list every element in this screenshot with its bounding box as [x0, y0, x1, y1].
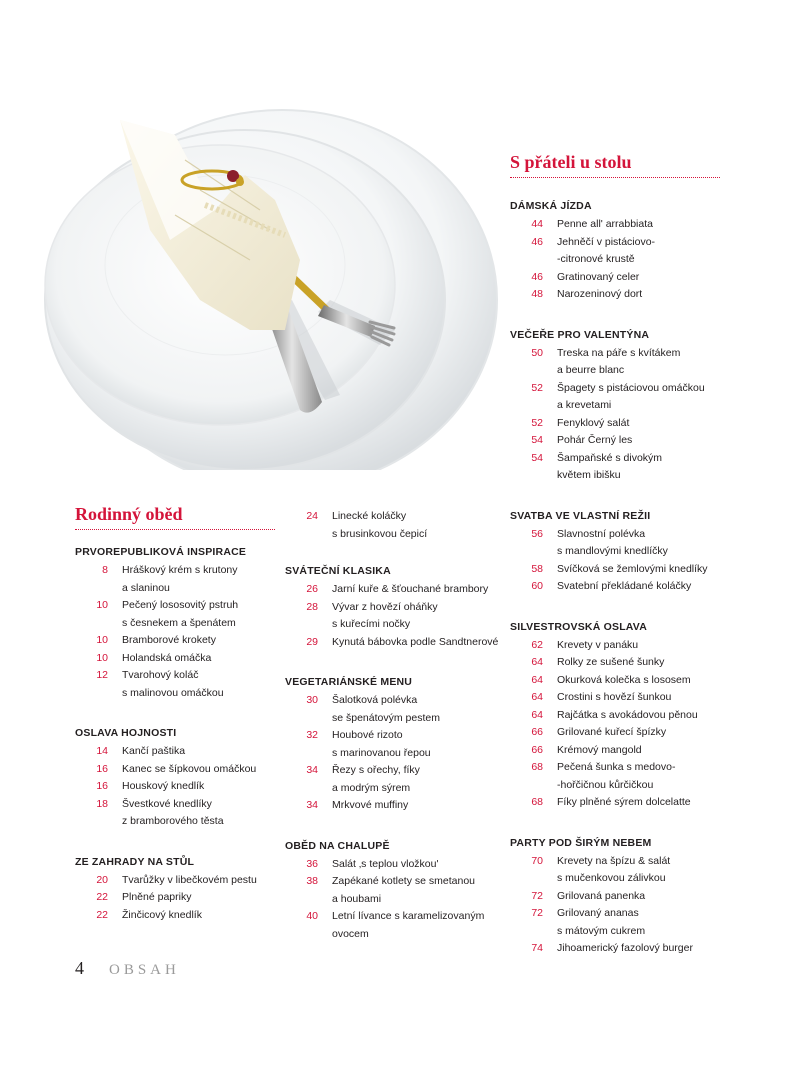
recipe-entry[interactable]	[510, 888, 720, 906]
recipe-title: Fenyklový salát	[557, 416, 630, 429]
recipe-title: a houbami	[332, 892, 382, 905]
column-right	[510, 152, 720, 981]
footer-page-number: 4	[75, 958, 84, 978]
recipe-title: Penne all' arrabbiata	[557, 218, 653, 230]
recipe-title: Pečený lososovitý pstruh	[122, 599, 239, 611]
recipe-entry[interactable]	[510, 450, 720, 485]
recipe-entry[interactable]	[75, 743, 275, 761]
recipe-entry[interactable]	[510, 234, 720, 269]
recipe-page-number: 66	[531, 743, 543, 756]
recipe-entry[interactable]	[75, 761, 275, 779]
recipe-title: ovocem	[332, 927, 369, 940]
recipe-entry[interactable]	[75, 796, 275, 831]
recipe-title: Řezy s ořechy, fíky	[332, 764, 420, 776]
recipe-entry[interactable]	[285, 727, 500, 762]
recipe-title: Švestkové knedlíky	[122, 797, 212, 810]
recipe-title: Krevety na špízu & salát	[557, 854, 671, 867]
recipe-page-number: 14	[96, 745, 108, 757]
recipe-title: -hořčičnou kůrčičkou	[557, 778, 654, 791]
menu-group	[75, 725, 275, 831]
recipe-title: Vývar z hovězí oháňky	[332, 600, 438, 613]
recipe-title: Kynutá bábovka podle Sandtnerové	[332, 635, 499, 648]
recipe-title: Tvarohový koláč	[122, 669, 199, 681]
menu-group	[510, 835, 720, 958]
recipe-title: s marinovanou řepou	[332, 746, 431, 759]
recipe-page-number: 18	[96, 797, 108, 810]
recipe-page-number: 38	[306, 875, 318, 887]
recipe-entry[interactable]	[510, 905, 720, 940]
recipe-page-number: 44	[531, 218, 543, 230]
recipe-title: s česnekem a špenátem	[122, 616, 236, 629]
recipe-page-number: 12	[96, 669, 108, 681]
menu-heading: VEGETARIÁNSKÉ MENU	[285, 676, 413, 688]
recipe-title: Slavnostní polévka	[557, 527, 646, 540]
recipe-entry[interactable]	[510, 654, 720, 672]
recipe-title: Krémový mangold	[557, 743, 642, 756]
recipe-entry[interactable]	[510, 526, 720, 561]
menu-group	[285, 838, 500, 944]
recipe-entry[interactable]	[510, 707, 720, 725]
recipe-title: s kuřecími nočky	[332, 618, 411, 630]
recipe-entry[interactable]	[285, 873, 500, 908]
recipe-page-number: 52	[531, 416, 543, 429]
recipe-page-number: 64	[531, 673, 543, 686]
recipe-entry[interactable]	[285, 797, 500, 815]
menu-heading: OBĚD NA CHALUPĚ	[285, 839, 390, 852]
recipe-title: Šalotková polévka	[332, 694, 418, 706]
recipe-entry[interactable]	[75, 650, 275, 668]
recipe-title: Holandská omáčka	[122, 651, 212, 664]
recipe-title: květem ibišku	[557, 469, 621, 481]
recipe-entry[interactable]	[510, 672, 720, 690]
recipe-title: Hráškový krém s krutony	[122, 564, 238, 576]
recipe-page-number: 64	[531, 656, 543, 668]
menu-heading: VEČEŘE PRO VALENTÝNA	[510, 328, 650, 341]
recipe-title: a krevetami	[557, 399, 612, 411]
recipe-entry[interactable]	[75, 667, 275, 702]
recipe-page-number: 30	[306, 694, 318, 706]
recipe-entry[interactable]	[75, 562, 275, 597]
recipe-entry[interactable]	[285, 634, 500, 652]
recipe-title: Grilovaný ananas	[557, 907, 639, 919]
menu-group	[510, 198, 720, 304]
recipe-page-number: 64	[531, 691, 543, 703]
menu-group	[510, 508, 720, 596]
recipe-entry[interactable]	[75, 778, 275, 796]
recipe-page-number: 60	[531, 580, 543, 592]
column-middle	[285, 508, 500, 966]
recipe-title: Houskový knedlík	[122, 780, 205, 792]
recipe-page-number: 62	[531, 638, 543, 651]
recipe-page-number: 46	[531, 235, 543, 248]
recipe-entry[interactable]	[75, 632, 275, 650]
recipe-page-number: 26	[306, 583, 318, 595]
recipe-entry[interactable]	[510, 742, 720, 760]
recipe-entry[interactable]	[285, 692, 500, 727]
recipe-title: a beurre blanc	[557, 364, 625, 376]
recipe-page-number: 22	[96, 908, 108, 921]
recipe-entry[interactable]	[510, 637, 720, 655]
recipe-title: Bramborové krokety	[122, 634, 216, 646]
recipe-title: s malinovou omáčkou	[122, 686, 224, 699]
recipe-page-number: 28	[306, 600, 318, 613]
recipe-title: Špagety s pistáciovou omáčkou	[557, 381, 705, 394]
recipe-entry[interactable]	[510, 940, 720, 958]
recipe-title: Krevety v panáku	[557, 638, 639, 651]
recipe-entry[interactable]	[75, 597, 275, 632]
menu-group	[285, 508, 500, 543]
recipe-title: Crostini s hovězí šunkou	[557, 691, 672, 703]
recipe-title: Jarní kuře & šťouchané brambory	[332, 583, 489, 595]
recipe-title: Linecké koláčky	[332, 510, 407, 522]
recipe-page-number: 72	[531, 889, 543, 902]
menu-group	[75, 544, 275, 702]
recipe-page-number: 72	[531, 907, 543, 919]
recipe-page-number: 46	[531, 270, 543, 283]
recipe-title: Fíky plněné sýrem dolcelatte	[557, 796, 691, 808]
recipe-entry[interactable]	[285, 599, 500, 634]
recipe-page-number: 20	[96, 873, 108, 886]
recipe-title: Salát ‚s teplou vložkou'	[332, 857, 439, 870]
recipe-page-number: 74	[531, 942, 543, 954]
recipe-page-number: 10	[96, 599, 108, 611]
recipe-page-number: 56	[531, 527, 543, 540]
column-left	[75, 504, 275, 947]
recipe-entry[interactable]	[285, 856, 500, 874]
recipe-entry[interactable]	[510, 561, 720, 579]
recipe-entry[interactable]	[510, 759, 720, 794]
recipe-title: se špenátovým pestem	[332, 711, 440, 724]
menu-heading: DÁMSKÁ JÍZDA	[510, 200, 592, 212]
recipe-entry[interactable]	[510, 345, 720, 380]
recipe-title: Pečená šunka s medovo-	[557, 761, 676, 773]
recipe-page-number: 10	[96, 651, 108, 664]
menu-heading: OSLAVA HOJNOSTI	[75, 727, 177, 739]
recipe-page-number: 29	[306, 635, 318, 648]
recipe-entry[interactable]	[510, 689, 720, 707]
recipe-title: Šampaňské s divokým	[557, 451, 663, 464]
recipe-title: Kanec se šípkovou omáčkou	[122, 762, 257, 775]
section-title: S přáteli u stolu	[510, 152, 720, 178]
recipe-entry[interactable]	[510, 432, 720, 450]
recipe-page-number: 16	[96, 762, 108, 775]
section-title: Rodinný oběd	[75, 504, 275, 530]
recipe-title: Grilované kuřecí špízky	[557, 726, 667, 738]
recipe-page-number: 64	[531, 708, 543, 721]
recipe-entry[interactable]	[510, 380, 720, 415]
recipe-entry[interactable]	[510, 216, 720, 234]
recipe-entry[interactable]	[75, 907, 275, 925]
recipe-title: Svíčková se žemlovými knedlíky	[557, 562, 708, 575]
recipe-entry[interactable]	[510, 286, 720, 304]
recipe-page-number: 16	[96, 780, 108, 792]
recipe-entry[interactable]	[75, 872, 275, 890]
recipe-title: Kančí paštika	[122, 745, 186, 757]
recipe-title: Houbové rizoto	[332, 729, 403, 741]
recipe-title: Grilovaná panenka	[557, 889, 646, 902]
recipe-page-number: 24	[306, 510, 318, 522]
recipe-title: Gratinovaný celer	[557, 270, 640, 283]
recipe-page-number: 10	[96, 634, 108, 646]
recipe-title: Žinčicový knedlík	[122, 908, 202, 921]
recipe-page-number: 22	[96, 891, 108, 903]
recipe-page-number: 34	[306, 799, 318, 811]
recipe-title: Jihoamerický fazolový burger	[557, 942, 693, 954]
menu-heading: PRVOREPUBLIKOVÁ INSPIRACE	[75, 546, 247, 558]
recipe-title: s brusinkovou čepicí	[332, 527, 428, 540]
recipe-title: Narozeninový dort	[557, 288, 643, 300]
menu-group	[75, 854, 275, 925]
page-footer	[75, 958, 180, 979]
recipe-title: Letní lívance s karamelizovaným	[332, 910, 485, 922]
recipe-entry[interactable]	[510, 794, 720, 812]
recipe-title: Okurková kolečka s lososem	[557, 673, 691, 686]
recipe-title: Jehněčí v pistáciovo-	[557, 235, 656, 248]
menu-heading: SVÁTEČNÍ KLASIKA	[285, 565, 391, 577]
recipe-entry[interactable]	[510, 415, 720, 433]
recipe-title: a slaninou	[122, 581, 170, 594]
recipe-entry[interactable]	[510, 269, 720, 287]
recipe-title: Svatební překládané koláčky	[557, 580, 692, 592]
footer-label: OBSAH	[109, 962, 180, 978]
menu-heading: SVATBA VE VLASTNÍ REŽII	[510, 509, 651, 522]
recipe-page-number: 36	[306, 857, 318, 870]
recipe-title: s mučenkovou zálivkou	[557, 872, 666, 884]
recipe-page-number: 48	[531, 288, 543, 300]
recipe-entry[interactable]	[510, 853, 720, 888]
menu-group	[510, 327, 720, 485]
recipe-entry[interactable]	[285, 508, 500, 543]
recipe-page-number: 54	[531, 451, 543, 464]
recipe-title: s mandlovými knedlíčky	[557, 545, 668, 557]
recipe-page-number: 70	[531, 854, 543, 867]
recipe-page-number: 58	[531, 562, 543, 575]
recipe-page-number: 68	[531, 796, 543, 808]
recipe-title: s mátovým cukrem	[557, 924, 646, 937]
recipe-title: Treska na páře s kvítákem	[557, 346, 681, 359]
recipe-page-number: 50	[531, 346, 543, 359]
recipe-page-number: 34	[306, 764, 318, 776]
menu-heading: PARTY POD ŠIRÝM NEBEM	[510, 836, 652, 849]
recipe-page-number: 52	[531, 381, 543, 394]
recipe-page-number: 32	[306, 729, 318, 741]
recipe-entry[interactable]	[510, 578, 720, 596]
table-setting-photo	[0, 0, 500, 470]
recipe-title: Zapékané kotlety se smetanou	[332, 875, 476, 887]
recipe-title: Mrkvové muffiny	[332, 799, 409, 811]
menu-group	[285, 674, 500, 815]
recipe-page-number: 40	[306, 910, 318, 922]
recipe-entry[interactable]	[285, 762, 500, 797]
recipe-entry[interactable]	[285, 581, 500, 599]
menu-heading: SILVESTROVSKÁ OSLAVA	[510, 620, 648, 633]
recipe-page-number: 8	[102, 564, 108, 576]
recipe-page-number: 68	[531, 761, 543, 773]
recipe-title: Rajčátka s avokádovou pěnou	[557, 708, 698, 721]
menu-heading: ZE ZAHRADY NA STŮL	[75, 855, 195, 868]
menu-group	[510, 619, 720, 812]
recipe-title: Pohár Černý les	[557, 434, 633, 446]
menu-group	[285, 563, 500, 651]
recipe-title: a modrým sýrem	[332, 781, 411, 794]
recipe-title: z bramborového těsta	[122, 815, 224, 827]
recipe-page-number: 54	[531, 434, 543, 446]
recipe-entry[interactable]	[510, 724, 720, 742]
recipe-title: Tvarůžky v libečkovém pestu	[122, 873, 257, 886]
recipe-entry[interactable]	[75, 889, 275, 907]
recipe-page-number: 66	[531, 726, 543, 738]
recipe-title: Rolky ze sušené šunky	[557, 656, 665, 668]
recipe-title: Plněné papriky	[122, 891, 192, 903]
recipe-entry[interactable]	[285, 908, 500, 943]
recipe-title: -citronové krustě	[557, 253, 635, 265]
